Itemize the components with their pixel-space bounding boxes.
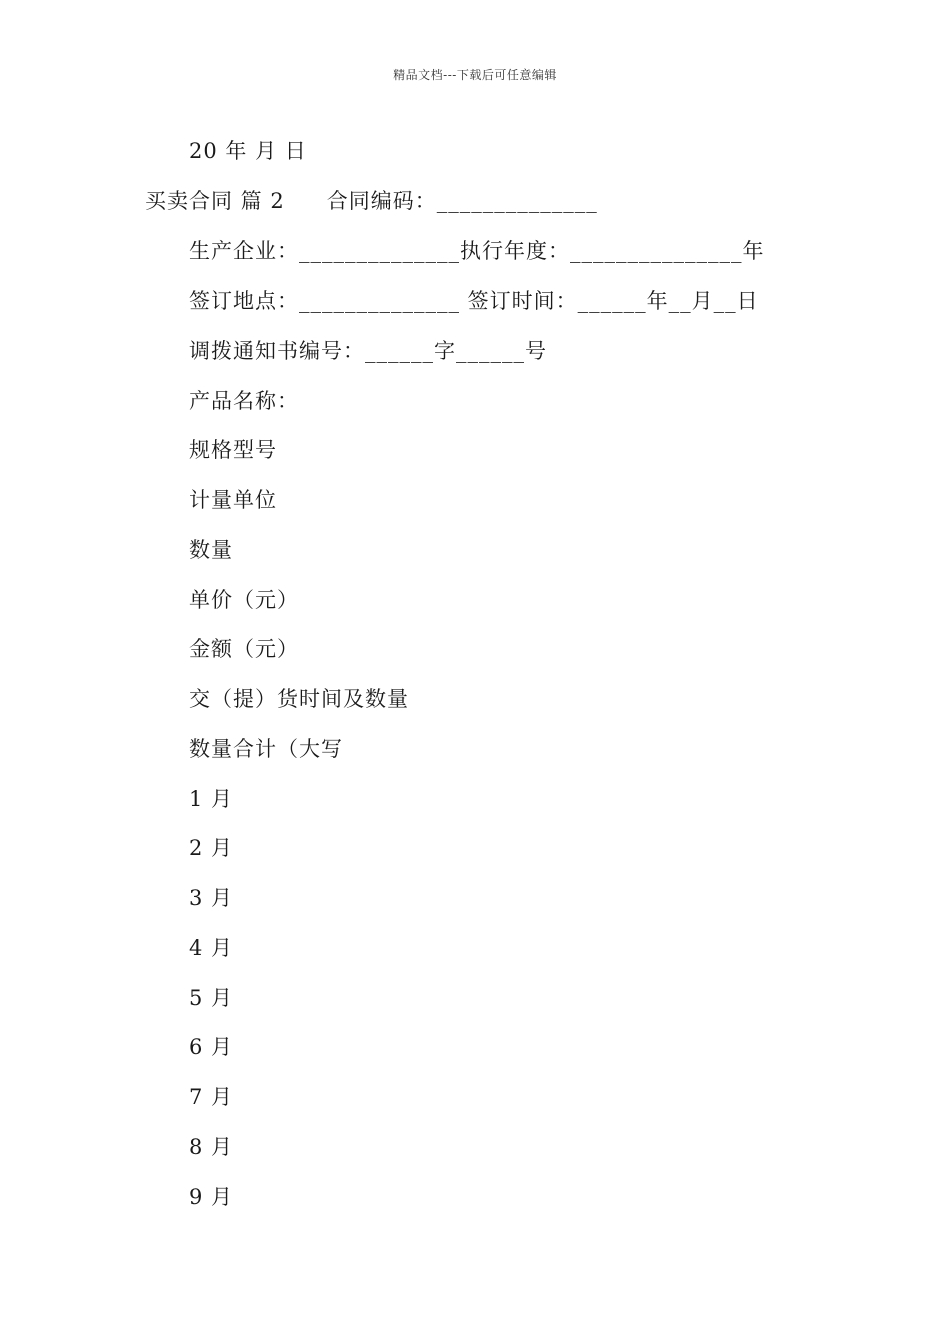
- month-line: 8 月: [189, 1135, 234, 1159]
- field-line: 规格型号: [189, 438, 277, 462]
- month-line: 4 月: [189, 936, 234, 960]
- field-line: 生产企业：______________执行年度：_______________年: [189, 239, 765, 263]
- field-line: 产品名称：: [189, 389, 299, 413]
- contract-code-label: 合同编码：______________: [326, 189, 598, 213]
- month-line: 2 月: [189, 836, 234, 860]
- month-line: 5 月: [189, 986, 234, 1010]
- month-line: 9 月: [189, 1185, 234, 1209]
- field-line: 调拨通知书编号：______字______号: [189, 339, 547, 363]
- field-line: 交（提）货时间及数量: [189, 687, 409, 711]
- field-line: 数量: [189, 538, 233, 562]
- field-line: 签订地点：______________ 签订时间：______年__月__日: [189, 289, 759, 313]
- month-line: 6 月: [189, 1035, 234, 1059]
- contract-title-line: [145, 186, 598, 216]
- field-line: 单价（元）: [189, 588, 299, 612]
- month-line: 3 月: [189, 886, 234, 910]
- page-header: 精品文档---下载后可任意编辑: [393, 68, 557, 82]
- field-line: 计量单位: [189, 488, 277, 512]
- month-line: 1 月: [189, 787, 234, 811]
- contract-title: 买卖合同 篇 2: [145, 189, 285, 213]
- field-line: 金额（元）: [189, 637, 299, 661]
- date-line: 20 年 月 日: [189, 139, 307, 163]
- month-line: 7 月: [189, 1085, 234, 1109]
- field-line: 数量合计（大写: [189, 737, 343, 761]
